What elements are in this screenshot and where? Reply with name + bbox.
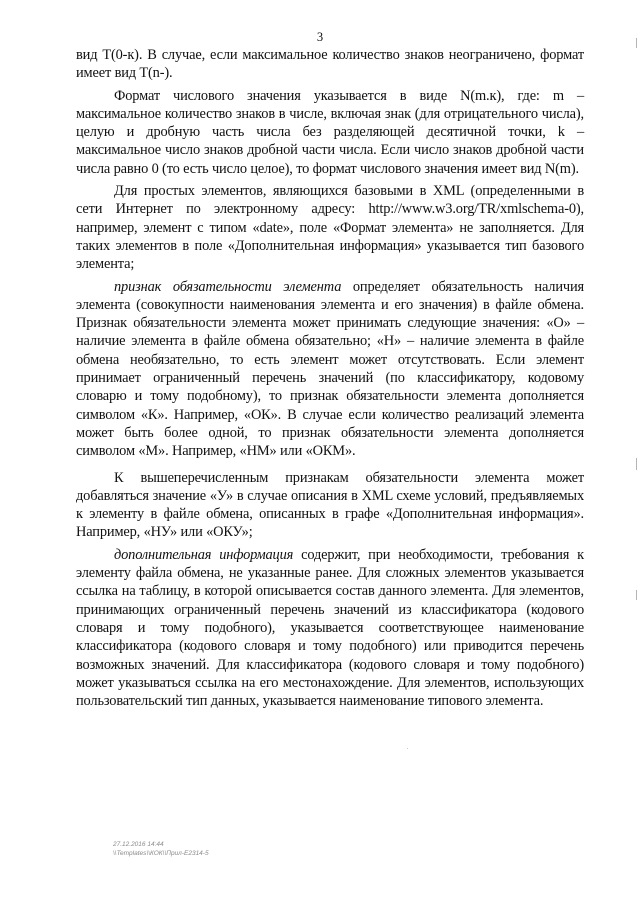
paragraph-text: вид Т(0-к). В случае, если максимальное количество знаков неограничено, формат имеет вид Т(n-).	[76, 47, 584, 82]
paragraph-format-text-end	[76, 46, 584, 83]
paragraph-text: содержит, при необходимости, требования к элементу файла обмена, не указанные ранее. Для сложных элементов указывается ссылка на таблицу, в которой описывается состав данного элемента. Для элементов, принимающих ограниченный перечень значений из классификатора (кодового словаря и тому подобного), указывается соответствующее наименование классификатора (кодового словаря и тому подобного) или приводится перечень возможных значений. Для классификатора (кодового словаря и тому подобного) может указываться ссылка на его местонахождение. Для элементов, использующих пользовательский тип данных, указывается наименование типового элемента.	[76, 546, 584, 710]
scan-edge-mark	[636, 38, 637, 48]
scan-edge-mark	[636, 590, 637, 600]
term-additional-info: дополнительная информация	[114, 546, 294, 563]
paragraph-mandatory-flag	[76, 278, 584, 461]
paragraph-numeric-format	[76, 87, 584, 178]
paragraph-text: Для простых элементов, являющихся базовыми в XML (определенными в сети Интернет по электронному адресу: http://www.w3.org/TR/xmlschema-0), например, элемент с типом «date», поле «Формат элемента» не заполняется. Для таких элементов в поле «Дополнительная информация» указывается тип базового элемента;	[76, 183, 584, 273]
paragraph-simple-elements	[76, 182, 584, 273]
term-mandatory-flag: признак обязательности элемента	[114, 278, 342, 295]
file-stamp-date: 27.12.2016 14:44	[113, 841, 164, 848]
scan-speck	[407, 748, 408, 749]
document-body	[76, 46, 584, 710]
file-stamp	[113, 840, 209, 858]
paragraph-text: К вышеперечисленным признакам обязательности элемента может добавляться значение «У» в случае описания в XML схеме условий, предъявляемых к элементу в файле обмена, описанных в графе «Дополнительная информация». Например, «НУ» или «ОКУ»;	[76, 469, 584, 541]
paragraph-additional-info	[76, 546, 584, 711]
paragraph-text: определяет обязательность наличия элемента (совокупности наименования элемента и его значения) в файле обмена. Признак обязательности элемента может принимать следующие значения: «О» – наличие элемента в файле обмена обязательно; «Н» – наличие элемента в файле обмена необязательно, то есть элемент может отсутствовать. Если элемент принимает ограниченный перечень значений (по классификатору, кодовому словарю и тому подобному), то признак обязательности элемента дополняется символом «К». Например, «ОК». В случае если количество реализаций элемента может быть более одной, то признак обязательности элемента дополняется символом «М». Например, «НМ» или «ОКМ».	[76, 278, 584, 460]
file-stamp-path: \\Templates\\КОК\\Прил-Е2314-5	[113, 850, 209, 857]
paragraph-condition-flag	[76, 469, 584, 542]
scan-edge-mark	[636, 458, 637, 470]
paragraph-text: Формат числового значения указывается в виде N(m.к), где: m – максимальное количество знаков в числе, включая знак (для отрицательного числа), целую и дробную часть числа без разделяющей десятичной точки, k – максимальное число знаков дробной части числа. Если число знаков дробной части числа равно 0 (то есть число целое), то формат числового значения имеет вид N(m).	[76, 87, 584, 177]
page-number: 3	[316, 30, 324, 44]
